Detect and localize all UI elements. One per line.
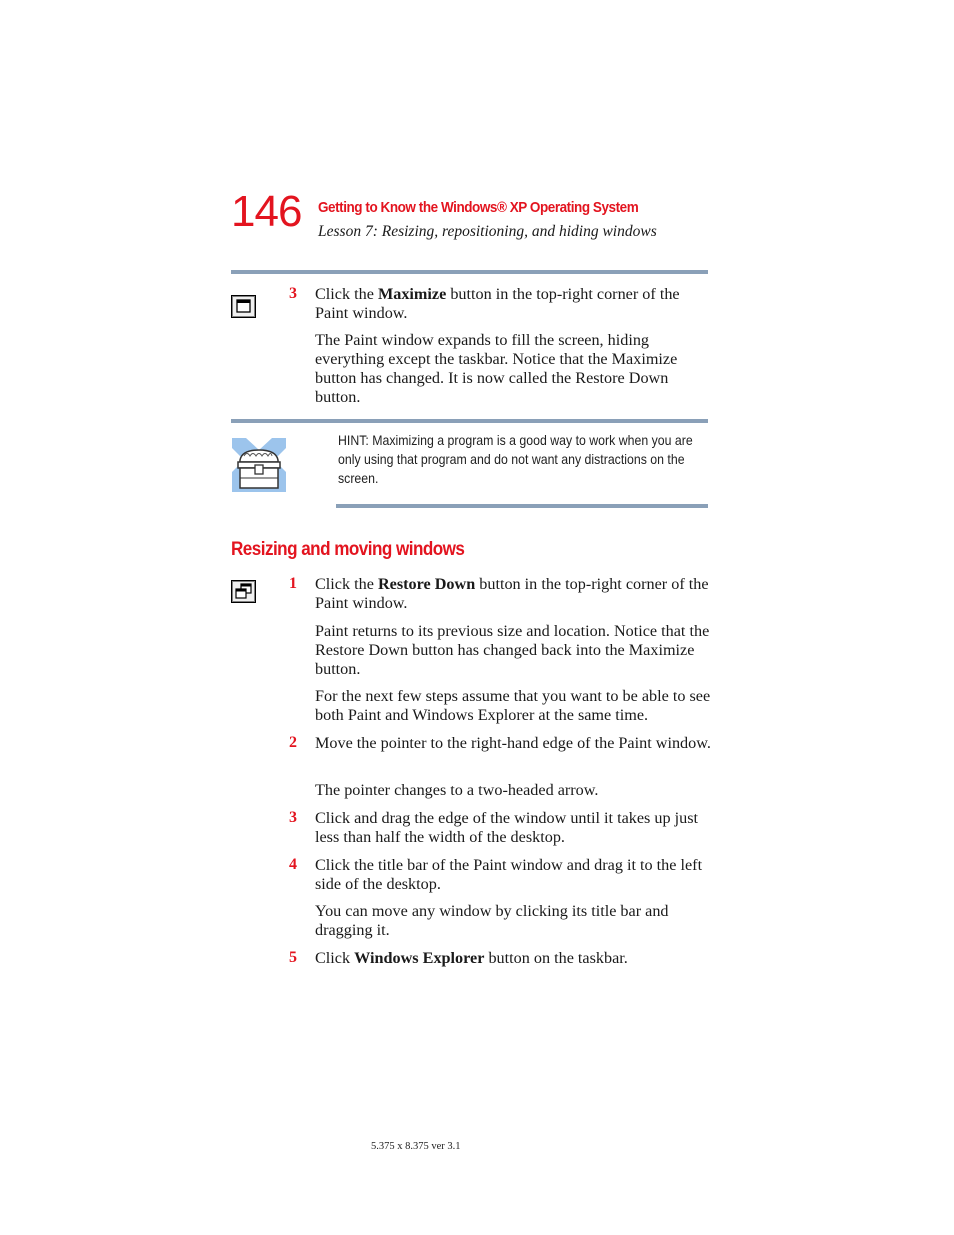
step-text: Click the Restore Down button in the top-right corner of the Paint window. (315, 575, 709, 612)
paragraph: The pointer changes to a two-headed arrow. (315, 781, 599, 799)
step-number: 3 (289, 285, 297, 302)
hint-text: HINT: Maximizing a program is a good way to work when you are only using that program and do not want any distractions on the screen. (338, 432, 693, 486)
step-text: Click Windows Explorer button on the taskbar. (315, 949, 628, 967)
treasure-chest-icon (232, 438, 286, 497)
step-text: Click the Maximize button in the top-right corner of the Paint window. (315, 285, 680, 322)
bold-term: Restore Down (377, 575, 476, 593)
divider-hint-top (231, 419, 708, 423)
section-title: Resizing and moving windows (231, 539, 465, 560)
chapter-title: Getting to Know the Windows® XP Operating System (318, 199, 639, 216)
step-number: 2 (289, 734, 297, 751)
step-text: Click the title bar of the Paint window and drag it to the left side of the desktop. (315, 856, 703, 893)
maximize-button-icon (231, 295, 257, 324)
footer-version: 5.375 x 8.375 ver 3.1 (371, 1141, 461, 1152)
bold-term: Windows Explorer (354, 949, 485, 967)
step-text: Click and drag the edge of the window until it takes up just less than half the width of the desktop. (315, 809, 699, 846)
divider-hint-bottom (336, 504, 708, 508)
paragraph: Paint returns to its previous size and location. Notice that the Restore Down button has changed back into the Maximize button. (315, 622, 710, 678)
step-number: 5 (289, 949, 297, 966)
divider-top (231, 270, 708, 274)
bold-term: Maximize (377, 285, 447, 303)
paragraph: You can move any window by clicking its title bar and dragging it. (315, 902, 669, 939)
step-number: 3 (289, 809, 297, 826)
step-number: 4 (289, 856, 297, 873)
step-number: 1 (289, 575, 297, 592)
paragraph: For the next few steps assume that you want to be able to see both Paint and Windows Explorer at the same time. (315, 687, 711, 724)
lesson-title: Lesson 7: Resizing, repositioning, and hiding windows (318, 223, 657, 240)
paragraph: The Paint window expands to fill the screen, hiding everything except the taskbar. Notice that the Maximize button has changed. It is now called the Restore Down button. (315, 331, 678, 406)
page-number: 146 (231, 187, 302, 236)
restore-down-button-icon (231, 580, 257, 609)
step-text: Move the pointer to the right-hand edge of the Paint window. (315, 734, 711, 752)
